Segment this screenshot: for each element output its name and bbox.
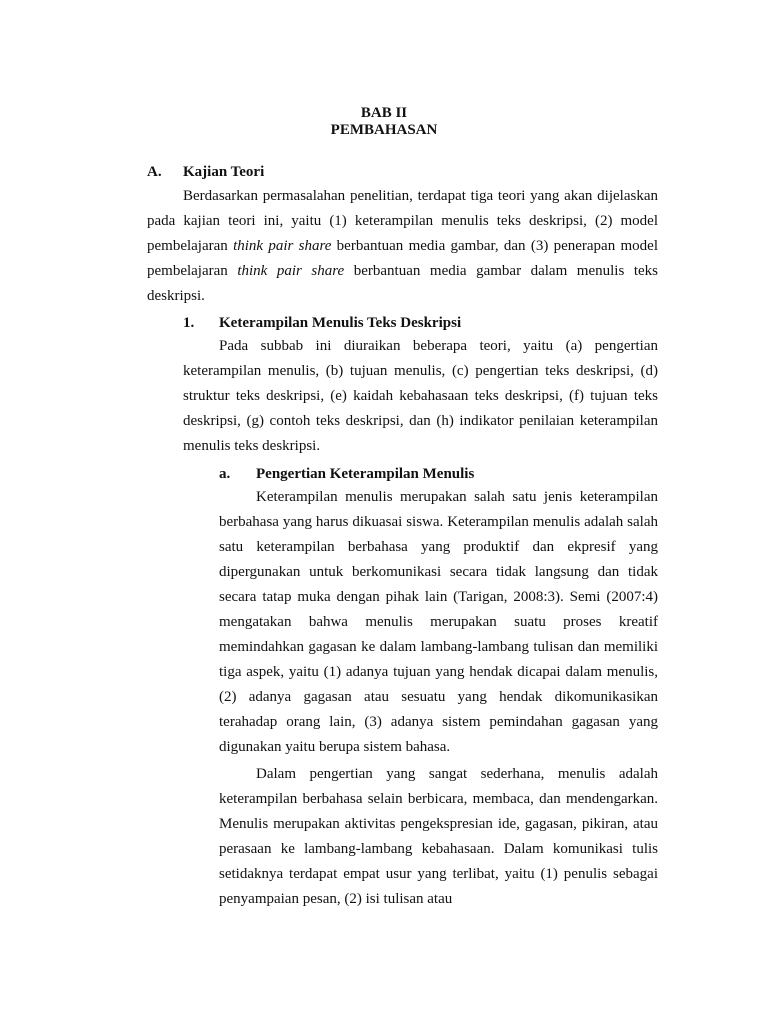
para-text: berbantuan media gambar, dan (3) penerapan model pembelajaran <box>147 238 658 279</box>
subsection-1-number: 1. <box>183 315 195 331</box>
section-a-number: A. <box>147 164 162 180</box>
subsection-1-paragraph <box>183 334 658 459</box>
subsection-1-heading: Keterampilan Menulis Teks Deskripsi <box>219 315 462 331</box>
subsection-a-number: a. <box>219 466 231 482</box>
subsection-a-paragraph-1 <box>219 485 658 760</box>
para-text: Berdasarkan permasalahan penelitian, terdapat tiga teori yang akan dijelaskan pada kajian teori ini, yaitu (1) keterampilan menulis teks deskripsi, (2) model pembelajaran <box>147 188 658 254</box>
para-text: Keterampilan menulis merupakan salah satu jenis keterampilan berbahasa yang harus dikuasai siswa. Keterampilan menulis adalah salah satu keterampilan berbahasa yang produktif dan ekpresif yang dipergunakan untuk berkomunikasi secara tidak langsung dan tidak secara tatap muka dengan pihak lain (Tarigan, 2008:3). Semi (2007:4) mengatakan bahwa menulis merupakan suatu proses kreatif memindahkan gagasan ke dalam lambang-lambang tulisan dan memiliki tiga aspek, yaitu (1) adanya tujuan yang hendak dicapai dalam menulis, (2) adanya gagasan atau sesuatu yang hendak dikomunikasikan terahadap orang lain, (3) adanya sistem pemindahan gagasan yang digunakan yaitu berupa sistem bahasa. <box>219 489 658 755</box>
para-italic-term: think pair share <box>237 263 345 279</box>
para-text: Dalam pengertian yang sangat sederhana, menulis adalah keterampilan berbahasa selain berbicara, membaca, dan mendengarkan. Menulis merupakan aktivitas pengekspresian ide, gagasan, pikiran, atau perasaan ke lambang-lambang kebahasaan. Dalam komunikasi tulis setidaknya terdapat empat usur yang terlibat, yaitu (1) penulis sebagai penyampaian pesan, (2) isi tulisan atau <box>219 766 658 907</box>
subsection-a-paragraph-2 <box>219 762 658 912</box>
para-italic-term: think pair share <box>233 238 332 254</box>
section-a-heading: Kajian Teori <box>183 164 265 180</box>
subsection-a-heading: Pengertian Keterampilan Menulis <box>256 466 475 482</box>
section-a-paragraph <box>147 184 658 309</box>
para-text: Pada subbab ini diuraikan beberapa teori, yaitu (a) pengertian keterampilan menulis, (b) tujuan menulis, (c) pengertian teks deskripsi, (d) struktur teks deskripsi, (e) kaidah kebahasaan teks deskripsi, (f) tujuan teks deskripsi, (g) contoh teks deskripsi, dan (h) indikator penilaian keterampilan menulis teks deskripsi. <box>183 338 658 454</box>
chapter-title: PEMBAHASAN <box>330 122 438 138</box>
para-text: berbantuan media gambar dalam menulis teks deskripsi. <box>147 263 658 304</box>
chapter-number: BAB II <box>360 105 408 121</box>
